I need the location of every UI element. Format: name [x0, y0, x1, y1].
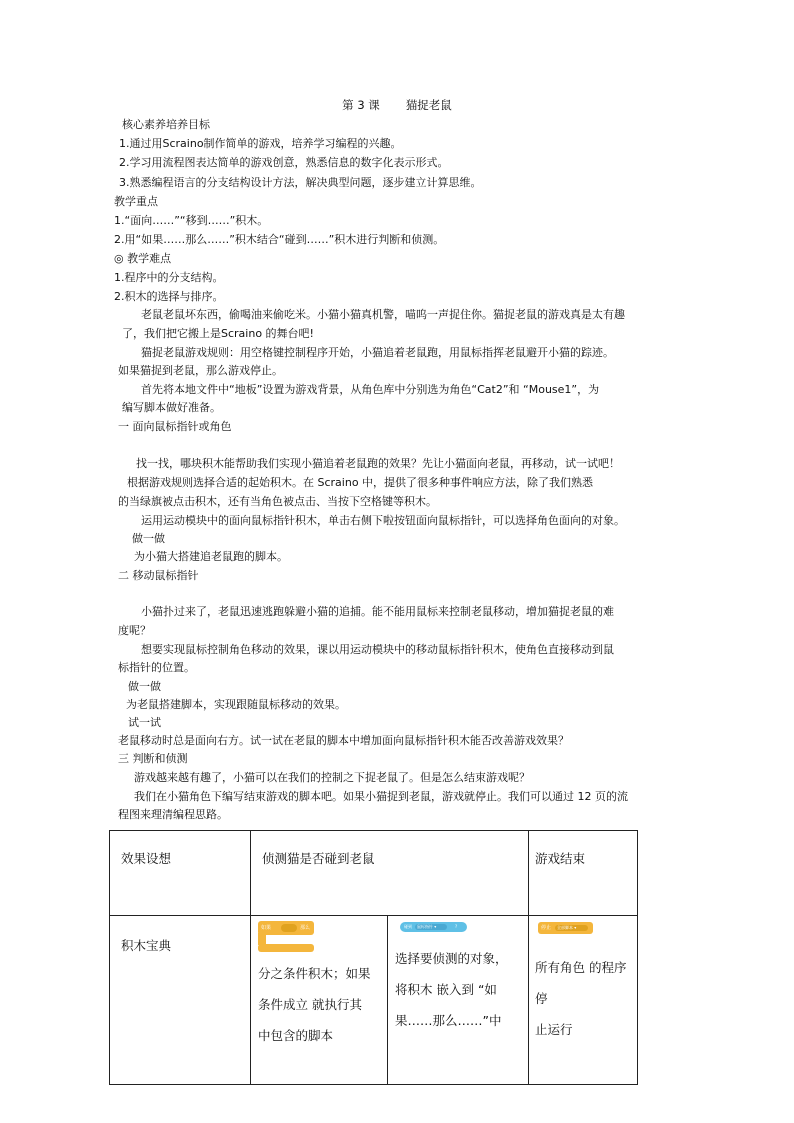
- touch-question: ?: [455, 924, 458, 929]
- lesson-number: 第 3 课: [342, 98, 380, 112]
- section-1-para-1: 找一找，哪块积木能帮助我们实现小猫追着老鼠跑的效果？先让小猫面向老鼠，再移动，试一试吧！: [136, 457, 620, 470]
- touch-block-description: 选择要侦测的对象， 将积木 嵌入到 “如 果……那么……”中: [395, 951, 508, 1028]
- section-2-do-heading: 做一做: [128, 680, 161, 693]
- lesson-title: [0, 98, 794, 112]
- section-3-heading: 三 判断和侦测: [118, 752, 188, 765]
- section-2-try-heading: 试一试: [128, 716, 161, 729]
- intro-line-1: 老鼠老鼠坏东西，偷喝油来偷吃米。小猫小猫真机警，喵呜一声捉住你。猫捉老鼠的游戏真是太有趣: [141, 308, 625, 321]
- prep-line-1: 首先将本地文件中“地板”设置为游戏背景，从角色库中分别选为角色“Cat2”和 “Mouse1”，为: [141, 383, 600, 396]
- table-cell-block-dictionary: 积木宝典: [110, 916, 251, 1085]
- block-reference-table: [109, 830, 638, 1085]
- difficulty-1: 1.程序中的分支结构。: [114, 271, 224, 284]
- section-3-para-1: 游戏越来越有趣了，小猫可以在我们的控制之下捉老鼠了。但是怎么结束游戏呢？: [134, 771, 530, 784]
- lesson-name: 猫捉老鼠: [405, 98, 452, 112]
- stop-target: 全部脚本 ▾: [557, 925, 577, 930]
- goal-3: 3.熟悉编程语言的分支结构设计方法，解决典型问题，逐步建立计算思维。: [119, 176, 482, 189]
- if-label: 如果: [261, 925, 272, 931]
- difficulty-heading: ◎ 教学难点: [114, 252, 172, 265]
- section-2-try-text: 老鼠移动时总是面向右方。试一试在老鼠的脚本中增加面向鼠标指针积木能否改善游戏效果？: [118, 734, 569, 747]
- section-1-para-3: 的当绿旗被点击积木，还有当角色被点击、当按下空格键等积木。: [118, 495, 437, 508]
- goal-1: 1.通过用Scraino制作简单的游戏，培养学习编程的兴趣。: [119, 137, 402, 150]
- stop-all-block: [538, 922, 593, 934]
- section-1-do-text: 为小猫大搭建追老鼠跑的脚本。: [134, 550, 288, 563]
- if-then-block: [258, 921, 314, 953]
- difficulty-2: 2.积木的选择与排序。: [114, 290, 224, 303]
- table-cell-detect-heading: 侦测猫是否碰到老鼠: [251, 831, 529, 916]
- section-2-para-2: 度呢？: [118, 624, 151, 637]
- table-cell-stop-block: [529, 916, 638, 1085]
- rules-line-2: 如果猫捉到老鼠，那么游戏停止。: [118, 364, 283, 377]
- key-point-2: 2.用“如果……那么……”积木结合“碰到……”积木进行判断和侦测。: [114, 233, 445, 246]
- section-3-para-3: 程图来理清编程思路。: [118, 808, 228, 821]
- section-3-para-2: 我们在小猫角色下编写结束游戏的脚本吧。如果小猫捉到老鼠，游戏就停止。我们可以通过 12 页的流: [134, 790, 628, 803]
- prep-line-2: 编写脚本做好准备。: [122, 401, 221, 414]
- section-2-para-4: 标指针的位置。: [118, 661, 195, 674]
- goal-2: 2.学习用流程图表达简单的游戏创意，熟悉信息的数字化表示形式。: [119, 156, 449, 169]
- rules-line-1: 猫捉老鼠游戏规则：用空格键控制程序开始，小猫追着老鼠跑，用鼠标指挥老鼠避开小猫的踪迹。: [141, 346, 614, 359]
- section-1-heading: 一 面向鼠标指针或角色: [118, 420, 232, 433]
- section-2-para-3: 想要实现鼠标控制角色移动的效果，课以用运动模块中的移动鼠标指针积木，使角色直接移动到鼠: [141, 643, 614, 656]
- if-block-description: 分之条件积木；如果 条件成立 就执行其 中包含的脚本: [258, 966, 371, 1043]
- key-points-heading: 教学重点: [114, 195, 158, 208]
- touching-block: [400, 922, 467, 932]
- section-1-para-4: 运用运动模块中的面向鼠标指针积木，单击右侧下啦按钮面向鼠标指针，可以选择角色面向的对象。: [141, 514, 625, 527]
- key-point-1: 1.“面向……”“移到……”积木。: [114, 214, 269, 227]
- table-cell-touch-block: [388, 916, 529, 1085]
- table-cell-effect-heading: 效果设想: [110, 831, 251, 916]
- section-2-do-text: 为老鼠搭建脚本，实现跟随鼠标移动的效果。: [126, 698, 346, 711]
- section-1-para-2: 根据游戏规则选择合适的起始积木。在 Scraino 中，提供了很多种事件响应方法，除了我们熟悉: [127, 476, 594, 489]
- section-1-do-heading: 做一做: [132, 532, 165, 545]
- touch-target: 鼠标指针 ▾: [417, 924, 437, 929]
- section-2-heading: 二 移动鼠标指针: [118, 569, 199, 582]
- stop-block-description: 所有角色 的程序停 止运行: [535, 960, 627, 1037]
- table-cell-if-block: [251, 916, 388, 1085]
- intro-line-2: 了，我们把它搬上是Scraino 的舞台吧!: [122, 327, 314, 340]
- goals-heading: 核心素养培养目标: [122, 118, 210, 131]
- stop-label: 停止: [541, 925, 552, 931]
- table-cell-game-end-heading: 游戏结束: [529, 831, 638, 916]
- section-2-para-1: 小猫扑过来了，老鼠迅速逃跑躲避小猫的追捕。能不能用鼠标来控制老鼠移动，增加猫捉老鼠的难: [141, 605, 614, 618]
- touch-label: 碰到: [404, 924, 412, 929]
- then-label: 那么: [300, 925, 311, 931]
